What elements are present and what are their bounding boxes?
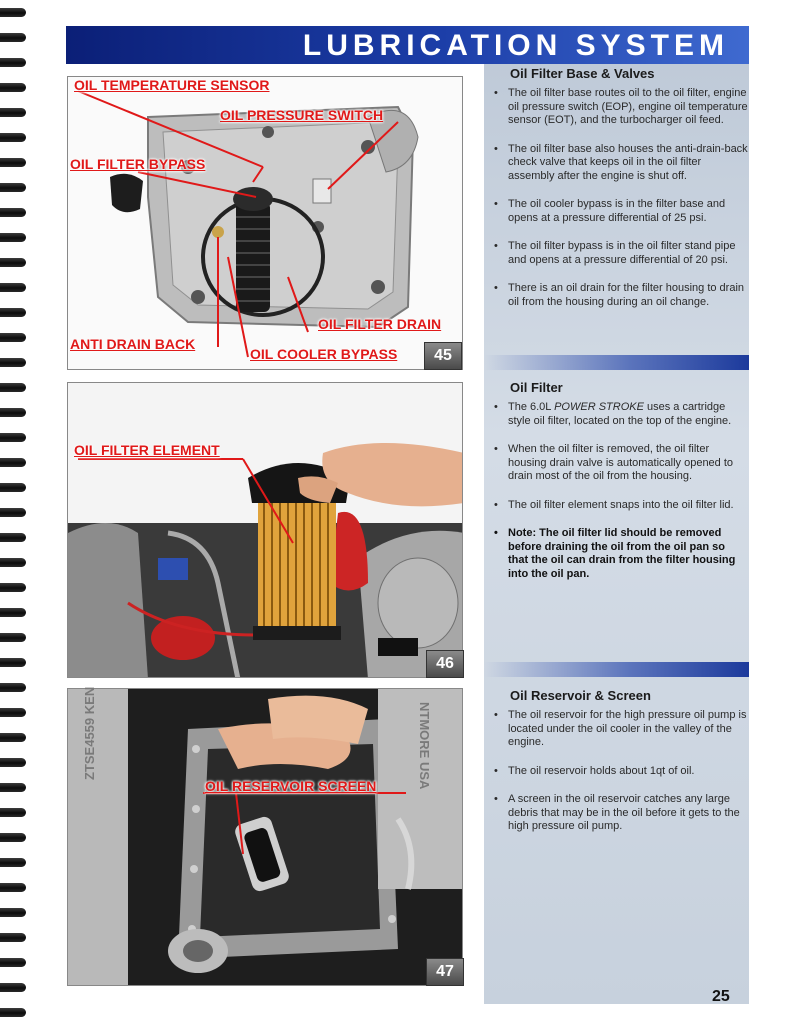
note-item: • Note: The oil filter lid should be removed before draining the oil from the oil pan so that the oil can drain from the filter housing into the oil pan. [490, 527, 748, 581]
callout-oil-filter-bypass: OIL FILTER BYPASS [70, 156, 206, 172]
oil-reservoir-screen-illustration [68, 686, 463, 986]
spiral-coil [0, 208, 26, 217]
spiral-coil [0, 633, 26, 642]
spiral-coil [0, 308, 26, 317]
spiral-coil [0, 558, 26, 567]
figure-number-47: 47 [426, 958, 464, 986]
callout-oil-pressure-switch: OIL PRESSURE SWITCH [220, 107, 384, 123]
section-divider [484, 355, 749, 370]
section-oil-reservoir [490, 688, 748, 849]
list-item: • The oil reservoir holds about 1qt of oil. [490, 765, 748, 779]
spiral-coil [0, 108, 26, 117]
spiral-coil [0, 333, 26, 342]
spiral-coil [0, 58, 26, 67]
spiral-coil [0, 83, 26, 92]
page-number: 25 [712, 988, 730, 1005]
spiral-coil [0, 683, 26, 692]
spiral-coil [0, 483, 26, 492]
spiral-coil [0, 158, 26, 167]
spiral-coil [0, 908, 26, 917]
spiral-coil [0, 958, 26, 967]
list-item: • The oil reservoir for the high pressure oil pump is located under the oil cooler in the valley of the engine. [490, 709, 748, 750]
bullet-list [490, 87, 748, 309]
spiral-coil [0, 758, 26, 767]
section-header-banner [66, 26, 749, 64]
spiral-coil [0, 883, 26, 892]
list-item: • When the oil filter is removed, the oil filter housing drain valve is automatically opened to drain most of the oil from the housing. [490, 443, 748, 484]
list-item: • A screen in the oil reservoir catches any large debris that may be in the oil before it gets to the high pressure oil pump. [490, 793, 748, 834]
spiral-coil [0, 783, 26, 792]
spiral-coil [0, 733, 26, 742]
bullet-list [490, 709, 748, 834]
list-item: • The oil filter element snaps into the oil filter lid. [490, 499, 748, 513]
spiral-coil [0, 358, 26, 367]
section-divider [484, 662, 749, 677]
list-item: • The oil filter base also houses the anti-drain-back check valve that keeps oil in the oil filter assembly after the engine is shut off. [490, 143, 748, 184]
spiral-coil [0, 608, 26, 617]
section-title: Oil Filter [510, 380, 563, 395]
spiral-coil [0, 1008, 26, 1017]
spiral-coil [0, 808, 26, 817]
figure-number-45: 45 [424, 342, 462, 370]
spiral-coil [0, 183, 26, 192]
spiral-coil [0, 433, 26, 442]
spiral-coil [0, 658, 26, 667]
page-title: LUBRICATION SYSTEM [302, 29, 729, 62]
figure-46-photo [67, 382, 463, 678]
callout-oil-reservoir-screen: OIL RESERVOIR SCREEN [205, 778, 377, 794]
list-item: • The oil cooler bypass is in the filter base and opens at a pressure differential of 25 psi. [490, 198, 748, 225]
list-item: • The oil filter bypass is in the oil filter stand pipe and opens at a pressure differential of 20 psi. [490, 240, 748, 267]
section-title: Oil Reservoir & Screen [510, 688, 651, 703]
spiral-coil [0, 233, 26, 242]
tool-stamp-right: NTMORE USA [417, 702, 432, 790]
spiral-coil [0, 283, 26, 292]
spiral-coil [0, 8, 26, 17]
oil-filter-element-illustration [68, 383, 463, 678]
spiral-coil [0, 933, 26, 942]
section-title: Oil Filter Base & Valves [510, 66, 655, 81]
spiral-coil [0, 708, 26, 717]
callout-anti-drain-back: ANTI DRAIN BACK [70, 336, 196, 352]
spiral-coil [0, 408, 26, 417]
section-oil-filter [490, 380, 748, 596]
section-oil-filter-base [490, 66, 748, 324]
figure-number-46: 46 [426, 650, 464, 678]
spiral-coil [0, 533, 26, 542]
spiral-coil [0, 583, 26, 592]
list-item: • There is an oil drain for the filter housing to drain oil from the housing during an oil change. [490, 282, 748, 309]
callout-oil-filter-drain: OIL FILTER DRAIN [318, 316, 442, 332]
spiral-binding [0, 0, 30, 1028]
spiral-coil [0, 858, 26, 867]
list-item: • The 6.0L POWER STROKE uses a cartridge style oil filter, located on the top of the engine. [490, 401, 748, 428]
spiral-coil [0, 458, 26, 467]
spiral-coil [0, 508, 26, 517]
spiral-coil [0, 33, 26, 42]
spiral-coil [0, 133, 26, 142]
callout-oil-temperature-sensor: OIL TEMPERATURE SENSOR [74, 77, 270, 93]
spiral-coil [0, 383, 26, 392]
spiral-coil [0, 983, 26, 992]
tool-stamp-left: ZTSE4559 KEN [82, 686, 97, 780]
figure-47-photo [67, 688, 463, 986]
spiral-coil [0, 258, 26, 267]
callout-oil-filter-element: OIL FILTER ELEMENT [74, 442, 220, 458]
callout-oil-cooler-bypass: OIL COOLER BYPASS [250, 346, 398, 362]
spiral-coil [0, 833, 26, 842]
bullet-list [490, 401, 748, 581]
list-item: • The oil filter base routes oil to the oil filter, engine oil pressure switch (EOP), engine oil temperature sensor (EOT), and the turbocharger oil feed. [490, 87, 748, 128]
power-stroke-emphasis: POWER STROKE [554, 401, 644, 413]
